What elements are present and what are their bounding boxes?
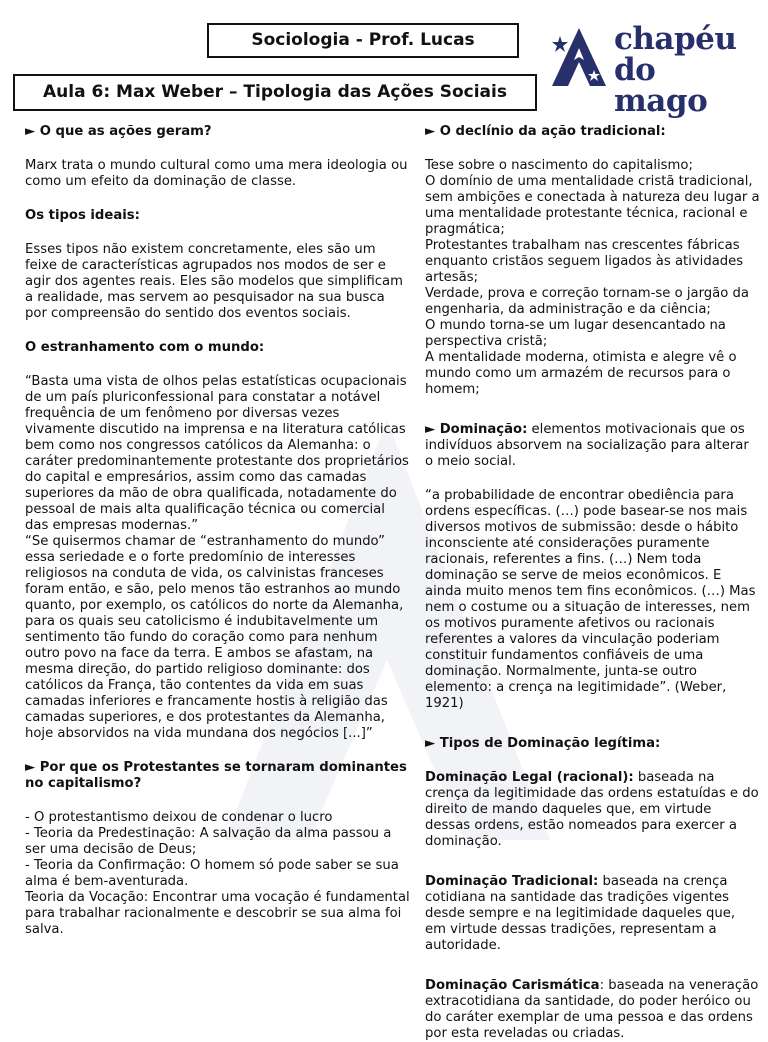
section-heading: ► O declínio da ação tradicional: [425, 124, 666, 139]
logo-line-2: do mago [614, 52, 708, 119]
list-item: O mundo torna-se um lugar desencantado na perspectiva cristã; [425, 318, 726, 349]
list-item: Tese sobre o nascimento do capitalismo; [425, 158, 693, 173]
list-item: - Teoria da Predestinação: A salvação da alma passou a ser uma decisão de Deus; [25, 826, 392, 857]
paragraph [425, 874, 760, 954]
section-heading: ► Dominação: [425, 422, 528, 437]
section-heading: ► O que as ações geram? [25, 124, 212, 139]
section-heading: O estranhamento com o mundo: [25, 340, 265, 355]
paragraph: Esses tipos não existem concretamente, eles são um feixe de características agrupados nos modos de ser e agir dos agentes reais. Eles são modelos que simplificam a realidade, mas servem ao pesquisador na sua busca por compreensão do sentido dos eventos sociais. [25, 242, 403, 321]
list-item: A mentalidade moderna, otimista e alegre vê o mundo como um armazém de recursos para o homem; [425, 350, 737, 397]
section-heading: ► Tipos de Dominação legítima: [425, 736, 661, 751]
list-item: Verdade, prova e correção tornam-se o jargão da engenharia, da administração e da ciência; [425, 286, 749, 317]
course-title: Sociologia - Prof. Lucas [207, 23, 519, 58]
left-column [25, 124, 410, 938]
right-column [425, 124, 760, 1042]
term-text: baseada na crença da legitimidade das ordens estatuídas e do direito de mando daqueles que, em virtude dessas ordens, estão nomeados para exercer a dominação. [425, 770, 759, 849]
quote-paragraph: “Se quisermos chamar de “estranhamento do mundo” essa seriedade e o forte predomínio de interesses religiosos na conduta de vida, os calvinistas franceses foram então, e são, pelo menos tão estranhos ao mundo quanto, por exemplo, os católicos do norte da Alemanha, para os quais seu catolicismo é indubitavelmente um sentimento tão fundo do coração como para nenhum outro povo na face da terra. E ambos se afastam, na mesma direção, do partido religioso dominante: dos católicos da França, tão contentes da vida em suas camadas inferiores e francamente hostis à religião das camadas superiores, e dos protestantes da Alemanha, hoje absorvidos na vida mundana dos negócios [...]” [25, 534, 404, 741]
term-text: : baseada na veneração extracotidiana da santidade, do poder heróico ou do caráter exemplar de uma pessoa e das ordens por esta reveladas ou criadas. [425, 978, 759, 1041]
paragraph-text: elementos motivacionais que os indivíduos absorvem na socialização para alterar o meio social. [425, 422, 749, 469]
wizard-hat-icon [548, 26, 610, 88]
paragraph [425, 770, 760, 850]
list [425, 158, 760, 398]
quote-paragraph: “a probabilidade de encontrar obediência para ordens específicas. (…) pode basear-se nos mais diversos motivos de submissão: desde o hábito inconsciente até considerações puramente racionais, referentes a fins. (…) Nem toda dominação se serve de meios econômicos. E ainda muito menos tem fins econômicos. (…) Mas nem o costume ou a situação de interesses, nem os motivos puramente afetivos ou racionais referentes a valores da vinculação poderiam constituir fundamentos confiáveis de uma dominação. Normalmente, junta-se outro elemento: a crença na legitimidade”. (Weber, 1921) [425, 488, 756, 711]
term-label: Dominação Carismática [425, 978, 600, 993]
list [25, 810, 410, 938]
logo-line-1: chapéu [614, 21, 737, 57]
paragraph [425, 422, 760, 470]
term-text: baseada na crença cotidiana na santidade das tradições vigentes desde sempre e na legitimidade daqueles que, em virtude dessas tradições, representam a autoridade. [425, 874, 736, 953]
list-item: Teoria da Vocação: Encontrar uma vocação é fundamental para trabalhar racionalmente e descobrir se sua alma foi salva. [25, 890, 410, 937]
chapeu-do-mago-logo [548, 21, 748, 119]
list-item: - O protestantismo deixou de condenar o lucro [25, 810, 333, 825]
term-label: Dominação Tradicional: [425, 874, 599, 889]
lesson-title: Aula 6: Max Weber – Tipologia das Ações Sociais [13, 74, 537, 111]
list-item: O domínio de uma mentalidade cristã tradicional, sem ambições e conectada à natureza deu lugar a uma mentalidade protestante técnica, racional e pragmática; [425, 174, 760, 237]
paragraph [425, 978, 760, 1042]
section-heading: ► Por que os Protestantes se tornaram dominantes no capitalismo? [25, 760, 407, 791]
list-item: Protestantes trabalham nas crescentes fábricas enquanto cristãos seguem ligados às atividades artesãs; [425, 238, 744, 285]
paragraph: Marx trata o mundo cultural como uma mera ideologia ou como um efeito da dominação de classe. [25, 158, 408, 189]
section-heading: Os tipos ideais: [25, 208, 140, 223]
term-label: Dominação Legal (racional): [425, 770, 634, 785]
list-item: - Teoria da Confirmação: O homem só pode saber se sua alma é bem-aventurada. [25, 858, 399, 889]
quote-paragraph: “Basta uma vista de olhos pelas estatísticas ocupacionais de um país pluriconfessional para constatar a notável frequência de um fenômeno por diversas vezes vivamente discutido na imprensa e na literatura católicas bem como nos congressos católicos da Alemanha: o caráter predominantemente protestante dos proprietários do capital e empresários, assim como das camadas superiores da mão de obra qualificada, notadamente do pessoal de mais alta qualificação técnica ou comercial das empresas modernas.” [25, 374, 409, 533]
